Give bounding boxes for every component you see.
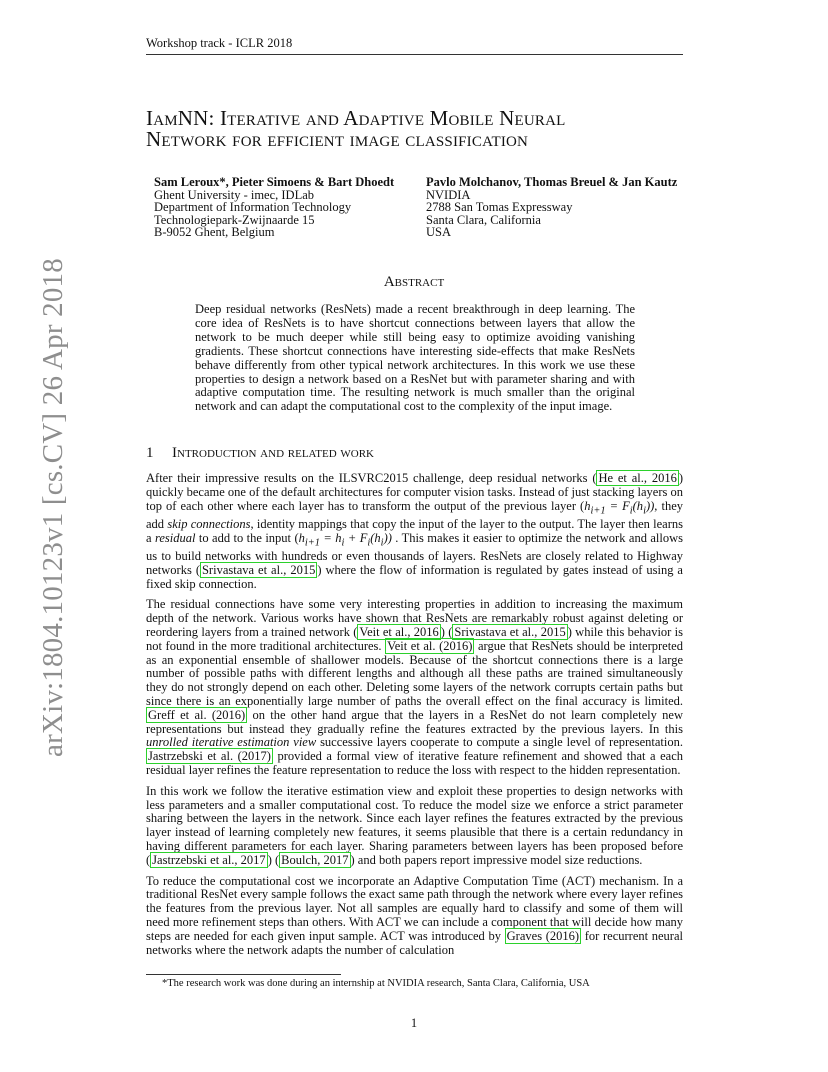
citation-link[interactable]: Veit et al. (2016) xyxy=(387,638,473,653)
footnote-rule xyxy=(146,974,341,975)
affiliation-line: 2788 San Tomas Expressway xyxy=(426,200,573,214)
affiliation-line: USA xyxy=(426,225,452,239)
footnote: *The research work was done during an internship at NVIDIA research, Santa Clara, California, USA xyxy=(162,978,590,989)
paper-title xyxy=(146,108,565,150)
citation-link[interactable]: Srivastava et al., 2015 xyxy=(201,562,316,577)
author-names-right: Pavlo Molchanov, Thomas Breuel & Jan Kautz xyxy=(426,175,678,189)
page-number: 1 xyxy=(410,1016,418,1030)
affiliation-line: Technologiepark-Zwijnaarde 15 xyxy=(154,212,315,227)
affiliation-line: Santa Clara, California xyxy=(426,212,541,227)
citation-link[interactable]: Graves (2016) xyxy=(506,928,580,943)
author-block-right xyxy=(426,176,677,239)
affiliation-line: Department of Information Technology xyxy=(154,200,352,214)
citation-link[interactable]: Boulch, 2017 xyxy=(281,852,349,867)
title-line-1: IamNN: Iterative and Adaptive Mobile Neural xyxy=(146,106,566,130)
citation-link[interactable]: Veit et al., 2016 xyxy=(359,624,439,639)
citation-link[interactable]: He et al., 2016 xyxy=(598,471,677,485)
running-header: Workshop track - ICLR 2018 xyxy=(146,36,293,50)
emphasis: unrolled iterative estimation view xyxy=(146,735,317,750)
affiliation-line: Ghent University - imec, IDLab xyxy=(154,187,315,202)
affiliation-line: NVIDIA xyxy=(426,187,471,202)
abstract-text: Deep residual networks (ResNets) made a recent breakthrough in deep learning. The core idea of ResNets is to have shortcut connections between layers that allow the network to be much deeper while still being easy to optimize avoiding vanishing gradients. These shortcut connections have interesting side-effects that make ResNets behave differently from other typical network architectures. In this work we use these properties to design a network based on a ResNet but with parameter sharing and with adaptive computation time. The resulting network is much smaller than the original network and can adapt the computational cost to the complexity of the input image. xyxy=(195,302,635,414)
abstract-heading: Abstract xyxy=(383,274,445,290)
emphasis: skip connections xyxy=(167,516,251,531)
section-title: Introduction and related work xyxy=(172,445,375,461)
citation-link[interactable]: Greff et al. (2016) xyxy=(148,707,246,722)
paragraph: After their impressive results on the ILSVRC2015 challenge, deep residual networks ( He et al., 2016 ) quickly became one of the default architectures for computer vision tasks. Instead of just stacking layers on top of each other where each layer has to transform the output of the previous layer $(h_{i+1} = F_i(h_i))$, they add skip connections, identity mappings that copy the input of the layer to the output. The layer then learns a residual to add to the input $(h_{i+1} = h_i + F_i(h_i))$ . This makes it easier to optimize the network and allows us to build networks with hundreds or even thousands of layers. ResNets are closely related to Highway networks ( Srivastava et al., 2015 ) where the flow of information is regulated by gates instead of using a fixed skip connection. xyxy=(146,471,684,591)
emphasis: residual xyxy=(154,530,196,545)
citation-link[interactable]: Jastrzebski et al., 2017 xyxy=(152,852,266,867)
author-block-left xyxy=(154,176,394,239)
title-line-2: Network for efficient image classification xyxy=(146,127,529,151)
author-names-left: Sam Leroux*, Pieter Simoens & Bart Dhoedt xyxy=(154,175,395,189)
header-rule xyxy=(146,54,683,55)
section-body xyxy=(146,472,683,964)
inline-math: $h_{i+1} = F_i(h_i)$) xyxy=(584,498,655,517)
section-heading xyxy=(146,445,374,462)
paragraph: To reduce the computational cost we incorporate an Adaptive Computation Time (ACT) mechanism. In a traditional ResNet every sample follows the exact same path through the network where every layer refines the features from the previous layer. Not all samples are equally hard to classify and some of them will need more refinement steps than others. With ACT we can include a component that will decide how many steps are needed for each given input sample. ACT was introduced by Graves (2016) for recurrent neural networks where the network adapts the number of calculation xyxy=(146,873,683,957)
paragraph: The residual connections have some very interesting properties in addition to increasing the maximum depth of the network. Various works have shown that ResNets are remarkably robust against deleting or reordering layers from a trained network ( Veit et al., 2016 ) ( Srivastava et al., 2015 ) while this behavior is not found in the more traditional architectures. Veit et al. (2016) argue that ResNets should be interpreted as an exponential ensemble of shallower models. Because of the shortcut connections there is a large number of possible paths with different lengths and although all these paths are trained simultaneously they do not strongly depend on each other. Deleting some layers of the network corrupts certain paths but since there is an exponentially large number of paths the overall effect on the final accuracy is limited. Greff et al. (2016) on the other hand argue that the layers in a ResNet do not learn completely new representations but instead they gradually refine the features extracted by the previous layers. In this unrolled iterative estimation view successive layers cooperate to compute a single level of representation. Jastrzebski et al. (2017) provided a formal view of iterative feature refinement and showed that a each residual layer refines the feature representation to reduce the loss with respect to the hidden representation. xyxy=(146,597,683,777)
citation-link[interactable]: Srivastava et al., 2015 xyxy=(454,624,566,639)
paragraph: In this work we follow the iterative estimation view and exploit these properties to design networks with less parameters and a smaller computational cost. To reduce the model size we enforce a strict parameter sharing between the layers in the network. Since each layer refines the features extracted by the previous layer instead of learning completely new features, it seems plausible that there is a certain redundancy in having different parameters for each layer. Sharing parameters between layers has been proposed before ( Jastrzebski et al., 2017 ) ( Boulch, 2017 ) and both papers report impressive model size reductions. xyxy=(146,783,683,867)
citation-link[interactable]: Jastrzebski et al. (2017) xyxy=(148,749,271,764)
affiliation-line: B-9052 Ghent, Belgium xyxy=(154,225,275,239)
section-number: 1 xyxy=(146,445,154,461)
arxiv-stamp: arXiv:1804.10123v1 [cs.CV] 26 Apr 2018 xyxy=(37,258,69,757)
inline-math: $h_{i+1} = h_i + F_i(h_i)$) xyxy=(298,530,392,549)
